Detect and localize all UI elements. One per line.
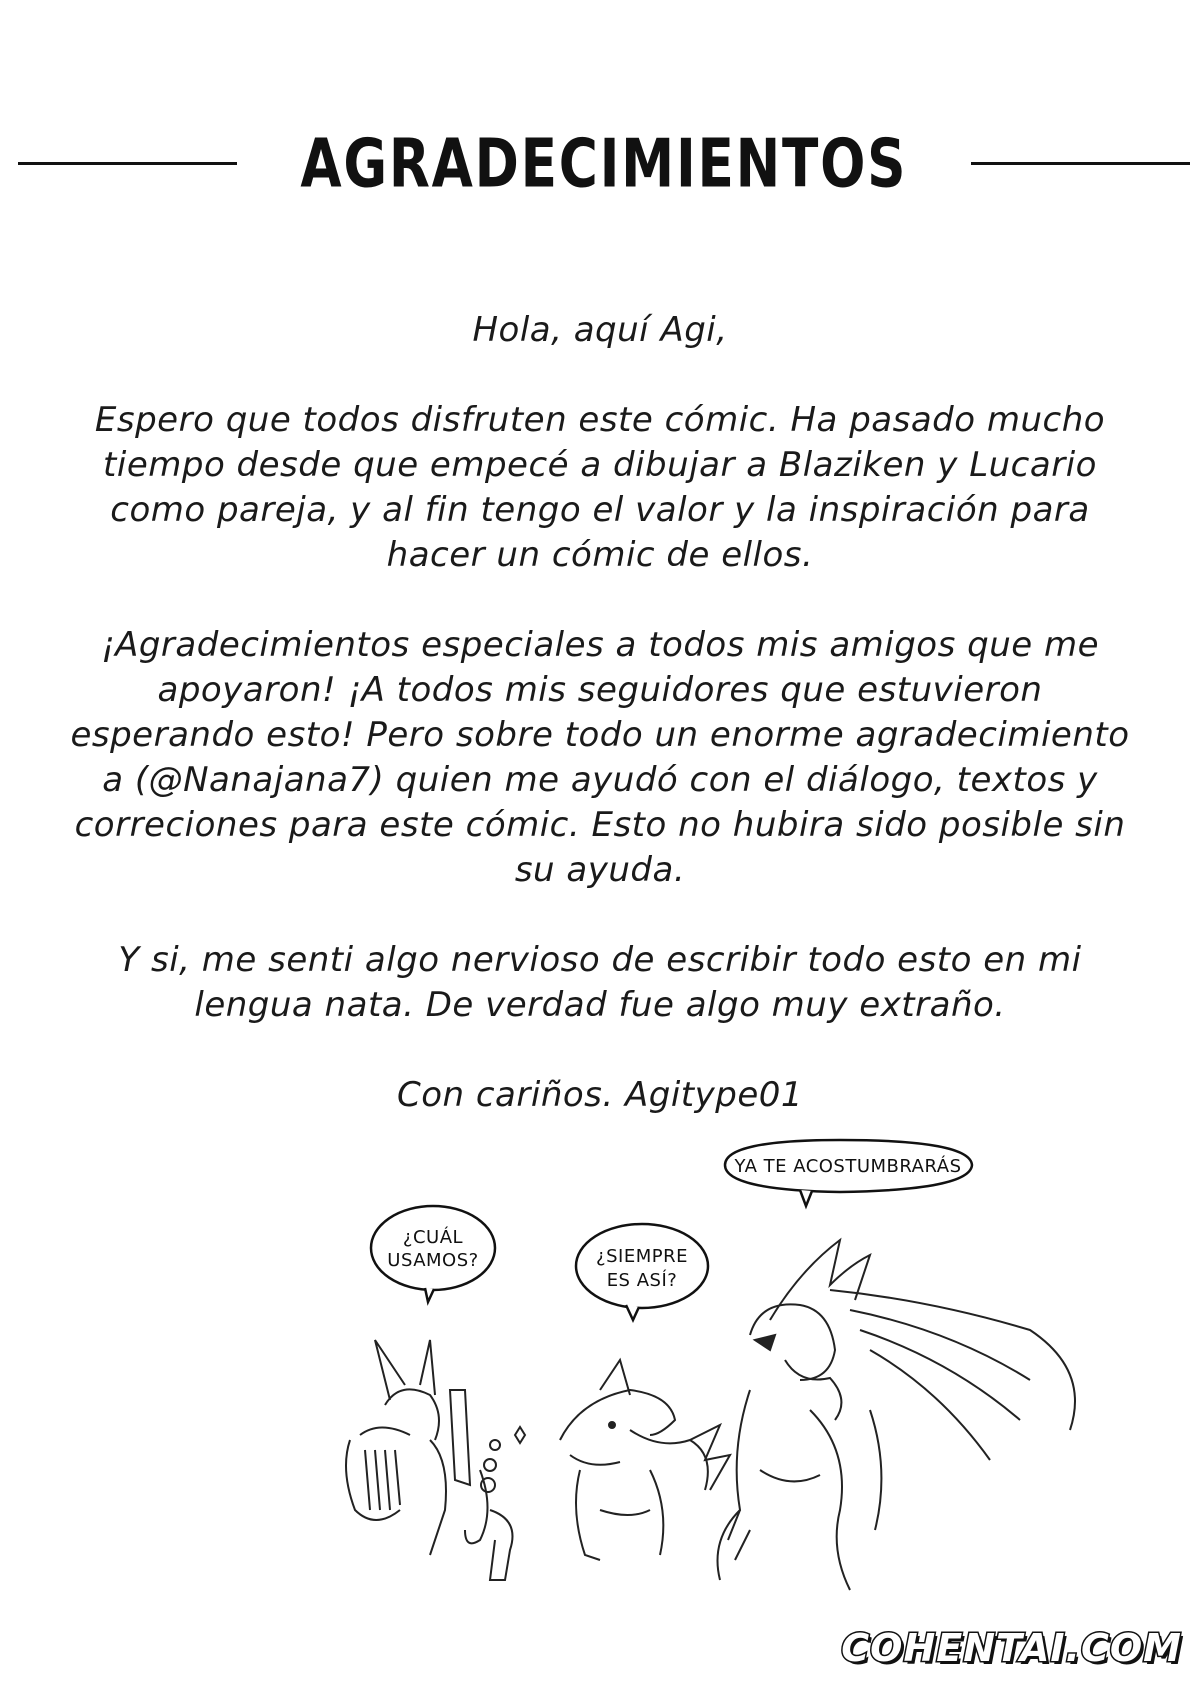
page-title: AGRADECIMIENTOS — [300, 123, 908, 203]
bubble-3-line-1: YA TE ACOSTUMBRARÁS — [734, 1156, 962, 1177]
bubble-1-line-1: ¿CUÁL — [402, 1227, 464, 1248]
speech-bubble-3 — [725, 1140, 972, 1206]
letter-paragraph-2: ¡Agradecimientos especiales a todos mis amigos que me apoyaron! ¡A todos mis seguidores que estuvieron esperando esto! Pero sobre todo un enorme agradecimiento a (@Nanajana7) quien me ayudó con el diálogo, textos y correciones para este cómic. Esto no hubira sido posible sin su ayuda. — [70, 625, 1130, 890]
header-rule-right — [971, 162, 1190, 165]
bubble-2-line-2: ES ASÍ? — [606, 1270, 678, 1291]
character-right-sketch — [718, 1240, 1076, 1590]
bubble-1-line-2: USAMOS? — [387, 1250, 479, 1271]
letter-signoff: Con cariños. Agitype01 — [396, 1075, 804, 1115]
page-header — [18, 118, 1190, 208]
letter-paragraph-1: Espero que todos disfruten este cómic. Ha pasado mucho tiempo desde que empecé a dibujar a Blaziken y Lucario como pareja, y al fin tengo el valor y la inspiración para hacer un cómic de ellos. — [94, 400, 1106, 575]
speech-bubble-2 — [576, 1224, 708, 1320]
characters-illustration — [330, 1130, 1170, 1630]
letter-greeting: Hola, aquí Agi, — [472, 310, 728, 350]
header-rule-left — [18, 162, 237, 165]
bubble-2-line-1: ¿SIEMPRE — [596, 1246, 688, 1267]
site-watermark: COHENTAI.COM — [841, 1626, 1182, 1670]
character-left-sketch — [346, 1340, 525, 1580]
character-middle-sketch — [560, 1360, 730, 1560]
thank-you-letter — [60, 308, 1140, 1163]
speech-bubble-1 — [371, 1206, 495, 1302]
letter-paragraph-3: Y si, me senti algo nervioso de escribir todo esto en mi lengua nata. De verdad fue algo muy extraño. — [118, 940, 1082, 1025]
